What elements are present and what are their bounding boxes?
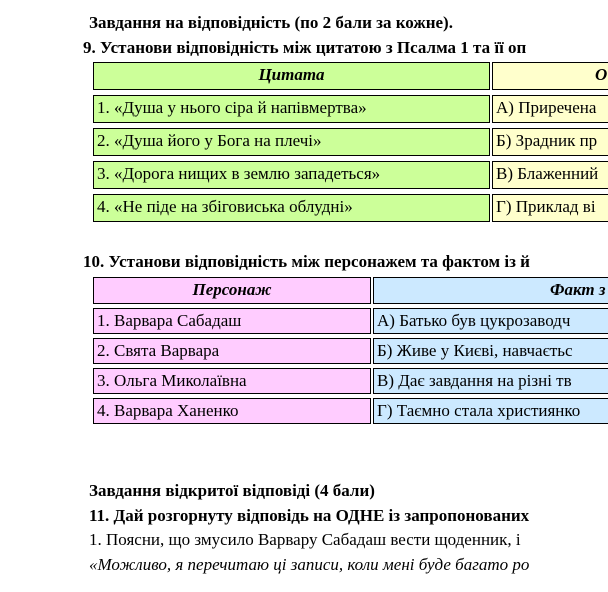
table-10-fact-c: В) Дає завдання на різні тв bbox=[373, 368, 608, 394]
table-10-fact-d: Г) Таємно стала християнко bbox=[373, 398, 608, 424]
table-9-quote-3: 3. «Дорога нищих в землю западеться» bbox=[93, 161, 490, 189]
table-10-character-2: 2. Свята Варвара bbox=[93, 338, 371, 364]
table-10-character-4: 4. Варвара Ханенко bbox=[93, 398, 371, 424]
task-10-title: 10. Установи відповідність між персонажем та фактом із й bbox=[83, 252, 530, 271]
section-title-open-answer: Завдання відкритої відповіді (4 бали) bbox=[89, 481, 375, 500]
table-10-fact-b: Б) Живе у Києві, навчаєтьс bbox=[373, 338, 608, 364]
table-10-character-1: 1. Варвара Сабадаш bbox=[93, 308, 371, 334]
table-9-option-d: Г) Приклад ві bbox=[492, 194, 608, 222]
table-10-header-fact: Факт з bbox=[373, 277, 608, 304]
table-9-option-c: В) Блаженний bbox=[492, 161, 608, 189]
table-10-fact-a: А) Батько був цукрозаводч bbox=[373, 308, 608, 334]
task-11-quote: «Можливо, я перечитаю ці записи, коли мені буде багато ро bbox=[89, 555, 530, 574]
table-9-quote-2: 2. «Душа його у Бога на плечі» bbox=[93, 128, 490, 156]
table-9-quote-4: 4. «Не піде на збіговиська облудні» bbox=[93, 194, 490, 222]
task-9-title: 9. Установи відповідність між цитатою з Псалма 1 та її оп bbox=[83, 38, 527, 57]
table-9-header-right: О bbox=[492, 62, 608, 90]
table-10-header-character: Персонаж bbox=[93, 277, 371, 304]
table-10-character-3: 3. Ольга Миколаївна bbox=[93, 368, 371, 394]
task-11-title: 11. Дай розгорнуту відповідь на ОДНЕ із запропонованих bbox=[89, 506, 530, 525]
table-9-quote-1: 1. «Душа у нього сіра й напівмертва» bbox=[93, 95, 490, 123]
section-title-matching: Завдання на відповідність (по 2 бали за кожне). bbox=[89, 13, 453, 32]
task-11-option-1: 1. Поясни, що змусило Варвару Сабадаш вести щоденник, і bbox=[89, 530, 521, 549]
table-9-option-a: А) Приречена bbox=[492, 95, 608, 123]
table-9-header-quote: Цитата bbox=[93, 62, 490, 90]
table-9-option-b: Б) Зрадник пр bbox=[492, 128, 608, 156]
